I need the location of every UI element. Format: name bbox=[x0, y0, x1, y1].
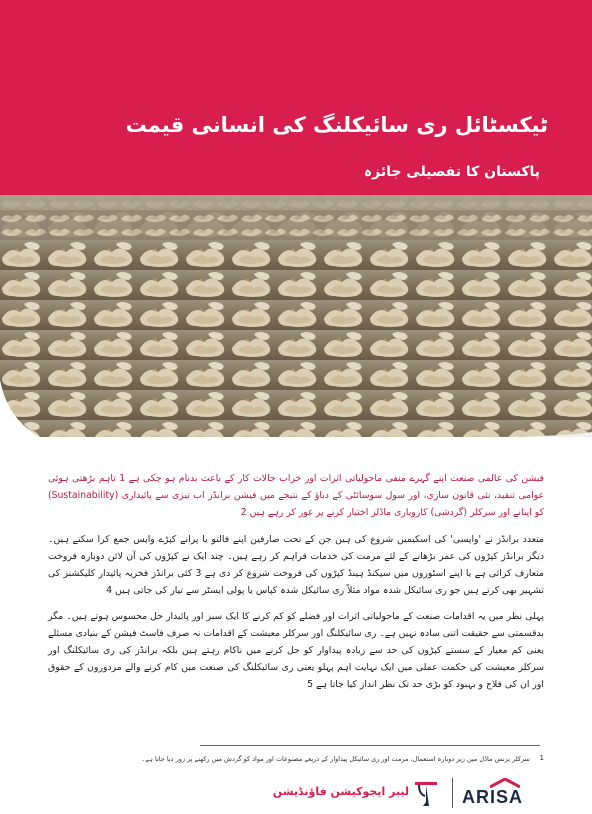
footnote-number: 1 bbox=[539, 754, 544, 762]
pen-nib-icon bbox=[413, 780, 439, 808]
lef-logo bbox=[272, 780, 443, 808]
intro-paragraph: فیشن کی عالمی صنعت اپنے گہرے منفی ماحولیاتی اثرات اور خراب حالات کار کے باعث بدنام ہو چکی ہے 1 تاہم بڑھتی ہوئی عوامی تنقید، نئی قانون سازی، اور سول سوسائٹی کے دباؤ کے نتیجے میں فیشن برانڈز اب تیزی سے پائیداری (Sustainability) کو اپنانے اور سرکلر (گردشی) کاروباری ماڈلز اختیار کرنے پر غور کر رہے ہیں 2 bbox=[48, 473, 544, 518]
footnote-text: سرکلر بزنس ماڈل میں زیر دوبارہ استعمال، مرمت اور ری سائیکل پیداوار کے ذریعے مصنوعات اور مواد کو گردش میں رکھنے پر زور دیا جاتا ہے۔ bbox=[141, 755, 530, 763]
logo-divider bbox=[452, 778, 453, 808]
page-subtitle: پاکستان کا تفصیلی جائزہ bbox=[363, 164, 540, 180]
page-title: ٹیکسٹائل ری سائیکلنگ کی انسانی قیمت bbox=[125, 113, 548, 137]
footnote-divider bbox=[200, 745, 540, 746]
arisa-logo bbox=[462, 778, 542, 808]
body-paragraph: متعدد برانڈز نے 'واپسی' کی اسکیمیں شروع کی ہیں جن کے تحت صارفین اپنے فالتو یا پرانے کپڑے واپس جمع کرا سکتے ہیں۔ دیگر برانڈز کپڑوں کی عمر بڑھانے کے لئے مرمت کی خدمات فراہم کر رہے ہیں۔ چند ایک نے کپڑوں کی آن لائن دوبارہ فروخت متعارف کرائی ہے یا اپنے اسٹوروں میں سیکنڈ ہینڈ کپڑوں کی فروخت شروع کر دی ہے 3 کئی برانڈز فخریہ پائیدار کلیکشنز کی تشہیر بھی کرتے ہیں جو ری سائیکل شدہ مواد مثلاً ری سائیکل شدہ کپاس یا پولی ایسٹر سے تیار کی جاتی ہیں 4 bbox=[48, 534, 544, 596]
body-paragraph: پہلی نظر میں یہ اقدامات صنعت کے ماحولیاتی اثرات اور فضلے کو کم کرنے کا ایک سبز اور پائیدار حل محسوس ہوتے ہیں۔ مگر بدقسمتی سے حقیقت اتنی سادہ نہیں ہے۔ ری سائیکلنگ اور سرکلر معیشت کے اقدامات نہ صرف فاسٹ فیشن کے بنیادی مسئلے یعنی کم معیار کے سستے کپڑوں کی حد سے زیادہ پیداوار کو حل کرنے میں ناکام رہتے ہیں بلکہ برانڈز کی ری سائیکلنگ اور سرکلر معیشت کی حکمت عملی میں ایک نہایت اہم پہلو یعنی ری سائیکلنگ کی صنعت میں کام کرنے والے مزدوروں کے حقوق اور ان کی فلاح و بہبود کو بڑی حد تک نظر انداز کیا جاتا ہے 5 bbox=[48, 611, 544, 690]
arisa-name: ARISA bbox=[462, 787, 524, 807]
lef-name: لیبر ایجوکیشن فاؤنڈیشن bbox=[272, 785, 409, 798]
